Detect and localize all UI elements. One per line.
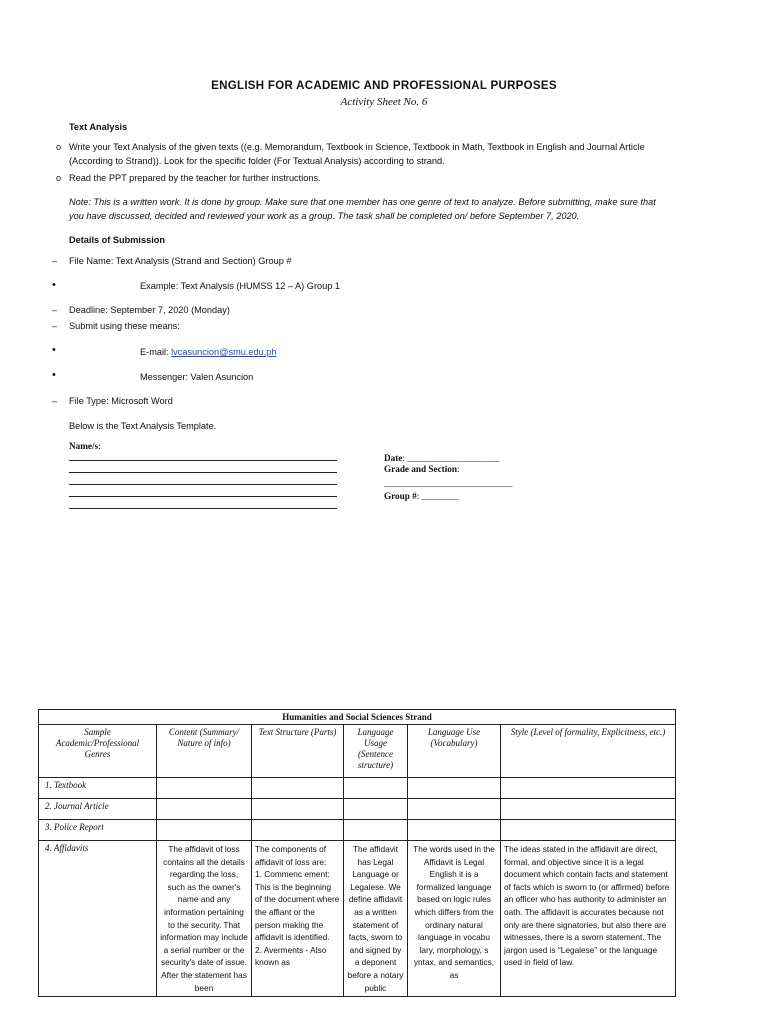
table-row (39, 778, 676, 799)
affidavit-content-cell: The affidavit of loss contains all the details regarding the loss, such as the owner's name and any information pertaining to the security. That information may include a serial number or the security's date of issue. After the statement has been (157, 841, 252, 997)
header-text-structure: Text Structure (Parts) (252, 725, 344, 778)
email-line (140, 345, 276, 359)
affidavit-structure-cell (252, 841, 344, 997)
dot-marker: • (52, 369, 56, 381)
header-genres: Sample Academic/Professional Genres (39, 725, 157, 778)
dash-marker: – (52, 396, 58, 406)
table-cell[interactable] (501, 778, 676, 799)
affidavit-vocab-cell: The words used in the Affidavit is Legal English it is a formalized language based on logic rules which differs from the ordinary natural language in vocabu lary, morphology, s yntax, and semantics, as (408, 841, 501, 997)
strand-title: Humanities and Social Sciences Strand (39, 710, 676, 725)
structure-intro: The components of affidavit of loss are: (255, 844, 327, 867)
page-title: ENGLISH FOR ACADEMIC AND PROFESSIONAL PURPOSES (211, 80, 557, 92)
instruction-line-3: Read the PPT prepared by the teacher for further instructions. (69, 173, 321, 183)
table-cell[interactable] (501, 820, 676, 841)
bullet-marker: o (56, 173, 62, 183)
instruction-line-1: Write your Text Analysis of the given texts ((e.g. Memorandum, Textbook in Science, Textbook in Math, Textbook in English and Journal Article (69, 142, 645, 152)
table-row (39, 820, 676, 841)
activity-sheet-number: Activity Sheet No. 6 (340, 96, 428, 108)
table-cell[interactable] (157, 820, 252, 841)
header-style: Style (Level of formality, Explicitness, etc.) (501, 725, 676, 778)
row-label-police-report: 3. Police Report (39, 820, 157, 841)
table-cell[interactable] (252, 778, 344, 799)
name-line[interactable] (69, 508, 337, 509)
section-heading-text-analysis: Text Analysis (69, 122, 128, 132)
row-label-textbook: 1. Textbook (39, 778, 157, 799)
structure-item-2: 2. Averments - Also known as (255, 944, 327, 968)
dash-marker: – (52, 321, 58, 331)
table-cell[interactable] (252, 799, 344, 820)
table-cell[interactable] (344, 799, 408, 820)
grade-section-line: ____________________________ (384, 478, 513, 488)
table-cell[interactable] (501, 799, 676, 820)
dot-marker: • (52, 279, 56, 291)
table-cell[interactable] (344, 820, 408, 841)
table-cell[interactable] (408, 799, 501, 820)
table-cell[interactable] (344, 778, 408, 799)
dash-marker: – (52, 305, 58, 315)
file-type: File Type: Microsoft Word (69, 396, 173, 406)
table-cell[interactable] (157, 799, 252, 820)
header-content: Content (Summary/ Nature of info) (157, 725, 252, 778)
email-label: E-mail: (140, 347, 172, 357)
note-line-2: you have discussed, decided and reviewed your work as a group. The task shall be completed on/ before September 7, 2020. (69, 211, 580, 221)
table-row (39, 799, 676, 820)
names-label: Name/s: (69, 441, 101, 451)
file-name-example: Example: Text Analysis (HUMSS 12 – A) Group 1 (140, 281, 340, 291)
email-link[interactable]: lvcasuncion@smu.edu.ph (171, 347, 277, 357)
text-analysis-template-table (38, 709, 676, 997)
row-label-affidavits: 4. Affidavits (39, 841, 157, 997)
group-field[interactable]: Group #: ________ (384, 491, 459, 501)
name-lines (69, 460, 337, 509)
dot-marker: • (52, 344, 56, 356)
dash-marker: – (52, 256, 58, 266)
section-heading-submission: Details of Submission (69, 235, 165, 245)
header-language-usage: Language Usage (Sentence structure) (344, 725, 408, 778)
date-field[interactable]: Date: ____________________ (384, 453, 500, 463)
deadline: Deadline: September 7, 2020 (Monday) (69, 305, 230, 315)
instruction-line-2: (According to Strand)). Look for the specific folder (For Textual Analysis) according to strand. (69, 156, 445, 166)
affidavit-usage-cell: The affidavit has Legal Language or Legalese. We define affidavit as a written statement of facts, sworn to and signed by a deponent before a notary public (344, 841, 408, 997)
header-language-use: Language Use (Vocabulary) (408, 725, 501, 778)
name-line[interactable] (69, 484, 337, 485)
table-row (39, 841, 676, 997)
name-line[interactable] (69, 460, 337, 461)
messenger-line: Messenger: Valen Asuncion (140, 372, 254, 382)
name-line[interactable] (69, 496, 337, 497)
name-line[interactable] (69, 472, 337, 473)
table-cell[interactable] (252, 820, 344, 841)
table-cell[interactable] (408, 820, 501, 841)
table-cell[interactable] (157, 778, 252, 799)
file-name-rule: File Name: Text Analysis (Strand and Section) Group # (69, 256, 292, 266)
template-intro: Below is the Text Analysis Template. (69, 421, 217, 431)
row-label-journal-article: 2. Journal Article (39, 799, 157, 820)
grade-section-field[interactable]: Grade and Section: (384, 464, 460, 474)
bullet-marker: o (56, 142, 62, 152)
submit-means: Submit using these means: (69, 321, 180, 331)
table-cell[interactable] (408, 778, 501, 799)
note-line-1: Note: This is a written work. It is done by group. Make sure that one member has one genre of text to analyze. Before submitting, make sure that (69, 197, 656, 207)
structure-item-1: 1. Commenc ement: This is the beginning of the document where the affiant or the person making the affidavit is identified. (255, 869, 340, 943)
affidavit-style-cell: The ideas stated in the affidavit are direct, formal, and objective since it is a legal document which contain facts and statement of facts which is sworn to (or affirmed) before an officer who has authority to administer an oath. The affidavit is accurates because not only are there signatories, but also there are witnesses, there is a sworn statement. The jargon used is “Legalese” or the language used in field of law. (501, 841, 676, 997)
